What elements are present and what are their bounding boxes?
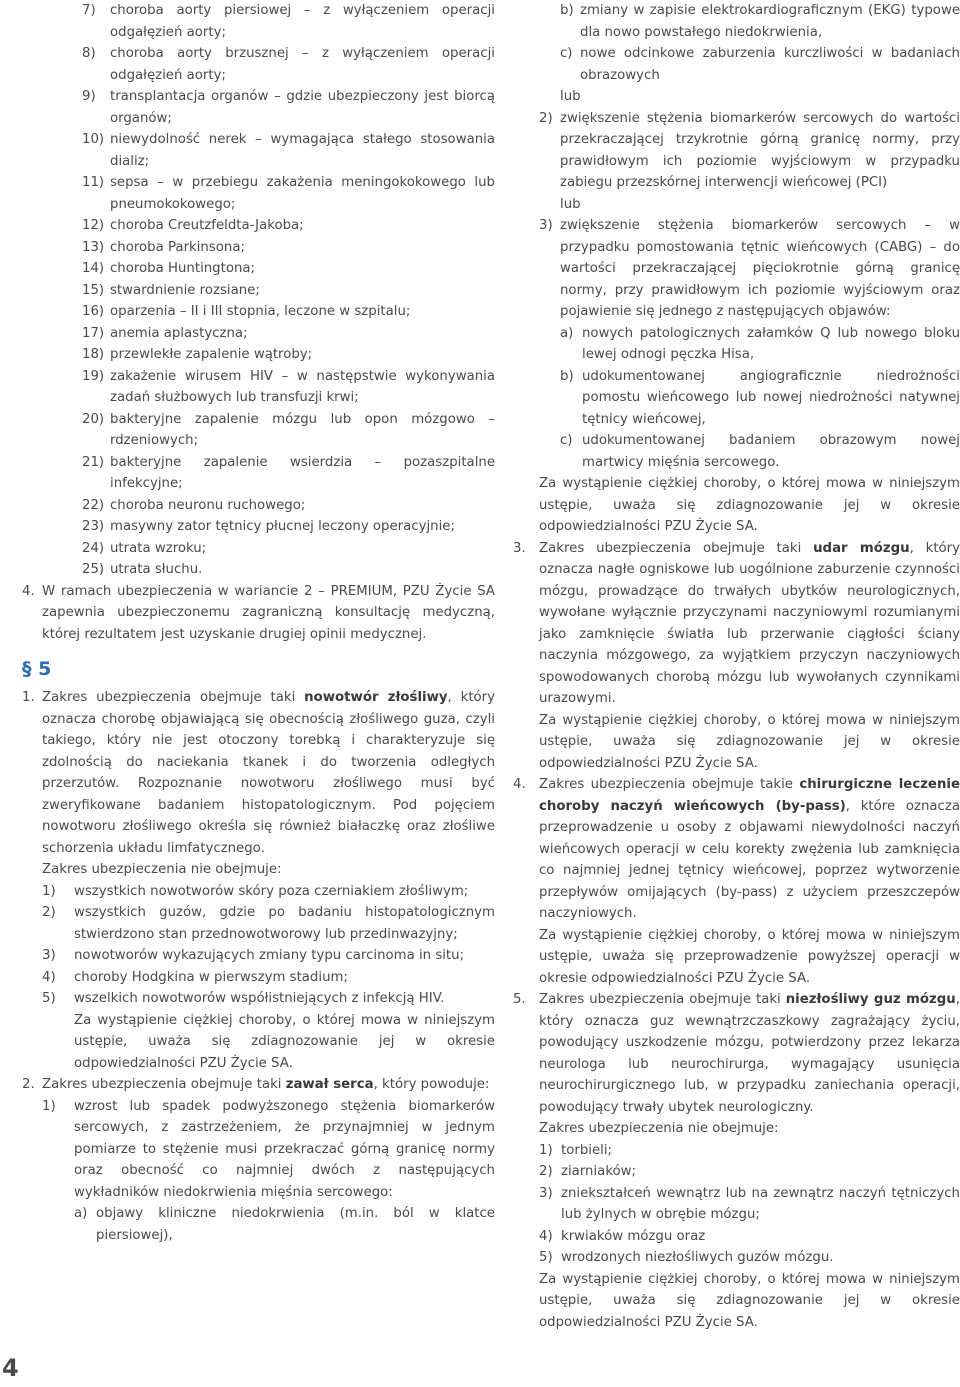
- criterion-1c: [560, 43, 960, 86]
- list-item-text: choroba Creutzfeldta-Jakoba;: [110, 218, 304, 233]
- list-item-text: nowych patologicznych załamków Q lub nowego bloku lewej odnogi pęczka Hisa,: [582, 325, 960, 362]
- list-item-text: wszystkich guzów, gdzie po badaniu histopatologicznym stwierdzono stan przednowotworowy lub przedinwazyjny;: [74, 905, 495, 942]
- list-item: [82, 237, 495, 259]
- list-item: [539, 1161, 960, 1183]
- list-item-number: 2): [42, 905, 56, 920]
- list-item: [539, 1183, 960, 1226]
- list-item-text: utrata wzroku;: [110, 540, 207, 556]
- list-item: [82, 344, 495, 366]
- right-column: [513, 0, 960, 1333]
- paragraph-number: 1.: [22, 690, 35, 705]
- paragraph-text: [539, 989, 960, 1118]
- criterion-letter: a): [74, 1206, 88, 1221]
- list-item: [560, 323, 960, 366]
- list-item-text: choroba neuronu ruchowego;: [110, 497, 306, 513]
- list-item-text: masywny zator tętnicy płucnej leczony operacyjnie;: [110, 519, 455, 534]
- paragraph-number: 3.: [513, 540, 526, 556]
- list-item: [539, 1247, 960, 1269]
- list-item: [560, 430, 960, 473]
- list-item-text: przewlekłe zapalenie wątroby;: [110, 347, 313, 362]
- list-item-number: 9): [82, 89, 96, 104]
- list-item-text: bakteryjne zapalenie mózgu lub opon mózgowo – rdzeniowych;: [110, 411, 495, 448]
- criterion-letter: b): [560, 3, 574, 18]
- text-rest: , który powoduje:: [373, 1077, 490, 1092]
- list-item-text: transplantacja organów – gdzie ubezpieczony jest biorcą organów;: [110, 89, 495, 126]
- list-item: [82, 280, 495, 302]
- list-item-text: choroba Parkinsona;: [110, 239, 245, 255]
- text-rest: , które oznacza przeprowadzenie u osoby z objawami niewydolności naczyń wieńcowych operacji w celu korekty zwężenia lub zamknięcia co najmniej jednej tętnicy wieńcowej, poprzez wytworzenie przepływów omijających (by-pass) z użyciem przeszczepów naczyniowych.: [539, 798, 960, 921]
- closing-text: Za wystąpienie ciężkiej choroby, o której mowa w niniejszym ustępie, uważa się zdiagnozowanie jej w okresie odpowiedzialności PZU Życie SA.: [539, 476, 960, 534]
- criterion-2: [539, 108, 960, 194]
- list-item: [82, 129, 495, 172]
- closing-text: Za wystąpienie ciężkiej choroby, o której mowa w niniejszym ustępie, uważa się zdiagnozowanie jej w okresie odpowiedzialności PZU Życie SA.: [74, 1012, 495, 1071]
- list-item: [539, 1140, 960, 1162]
- list-item: [82, 452, 495, 495]
- list-item-text: zniekształceń wewnątrz lub na zewnątrz naczyń tętniczych lub żylnych w obrębie mózgu;: [561, 1185, 960, 1222]
- list-item-text: udokumentowanej angiograficznie niedrożności pomostu wieńcowego lub nowej niedrożności natywnej tętnicy wieńcowej,: [582, 368, 960, 427]
- term-bold: udar mózgu: [813, 540, 910, 556]
- item-text: W ramach ubezpieczenia w wariancie 2 – PREMIUM, PZU Życie SA zapewnia ubezpieczonemu zagraniczną konsultację medyczną, której rezultatem jest uzyskanie drugiej opinii medycznej.: [42, 583, 495, 642]
- list-item: [82, 258, 495, 280]
- list-item-text: choroba Huntingtona;: [110, 261, 256, 276]
- list-item: [82, 559, 495, 581]
- paragraph-1: [22, 687, 495, 859]
- list-item-number: 1): [42, 883, 56, 899]
- paragraph-5: [513, 989, 960, 1118]
- paragraph-text: [42, 1074, 495, 1096]
- text-rest: , który oznacza chorobę objawiającą się obecnością złośliwego guza, czyli takiego, który nie jest otoczony torebką i charakteryzuje się zdolnością do naciekania tkanek i do tworzenia odległych przerzutów. Rozpoznanie nowotworu złośliwego musi być zweryfikowane badaniem histopatologicznym. Pod pojęciem nowotworu złośliwego określa się również białaczkę oraz złośliwe schorzenia układu limfatycznego.: [42, 690, 495, 856]
- list-item-number: 7): [82, 3, 96, 18]
- closing-text: Za wystąpienie ciężkiej choroby, o której mowa w niniejszym ustępie, uważa się przeprowadzenie powyższej operacji w okresie odpowiedzialności PZU Życie SA.: [539, 927, 960, 986]
- list-item: [82, 86, 495, 129]
- list-item-number: 15): [82, 282, 105, 298]
- section-heading: § 5: [22, 658, 52, 680]
- criterion-number: 3): [539, 218, 553, 233]
- list-item-text: udokumentowanej badaniem obrazowym nowej martwicy mięśnia sercowego.: [582, 433, 960, 470]
- list-item: [560, 366, 960, 431]
- paragraph-number: 2.: [22, 1077, 35, 1092]
- list-item-text: ziarniaków;: [561, 1164, 637, 1179]
- list-item: [539, 1226, 960, 1248]
- list-item: [82, 301, 495, 323]
- list-item-number: 23): [82, 519, 105, 534]
- paragraph-text: [539, 538, 960, 710]
- list-item-number: 8): [82, 46, 96, 61]
- list-item-number: c): [560, 433, 573, 448]
- list-item-number: 14): [82, 261, 105, 276]
- term-bold: chirurgiczne leczenie choroby naczyń wieńcowych (by-pass): [539, 777, 960, 814]
- criterion-number: 1): [42, 1098, 56, 1114]
- list-item-text: anemia aplastyczna;: [110, 325, 248, 341]
- list-item: [42, 967, 495, 989]
- paragraph-3: [513, 538, 960, 710]
- text-lead: Zakres ubezpieczenia obejmuje taki: [42, 690, 305, 705]
- text-rest: , który oznacza guz wewnątrzczaszkowy zagrażający życiu, powodujący uszkodzenie mózgu, potwierdzony przez lekarza neurologa lub neurochirurga, wymagający usunięcia neurochirurgicznego lub, w przypadku zaniechania operacji, powodujący trwały ubytek neurologiczny.: [539, 992, 960, 1115]
- list-item-number: 1): [539, 1142, 553, 1158]
- list-item-number: 17): [82, 325, 105, 341]
- exclusions-list: [539, 1140, 960, 1269]
- criterion-3-symptoms: [560, 323, 960, 474]
- list-item-number: 2): [539, 1164, 553, 1179]
- list-item: [82, 538, 495, 560]
- list-item: [82, 323, 495, 345]
- list-item-text: choroba aorty brzusznej – z wyłączeniem operacji odgałęzień aorty;: [110, 46, 495, 83]
- list-item-number: 3): [539, 1185, 553, 1201]
- criterion-letter: c): [560, 46, 573, 61]
- list-item-number: 11): [82, 175, 105, 190]
- criterion-text: zwiększenie stężenia biomarkerów sercowych – w przypadku pomostowania tętnic wieńcowych (CABG) – do wartości przekraczającej pięciokrotnie górną granicę normy, przy prawidłowym ich poziomie wyjściowym oraz pojawienie się jednego z następujących objawów:: [560, 218, 960, 319]
- list-item: [82, 215, 495, 237]
- paragraph-text: [42, 687, 495, 859]
- term-bold: nowotwór złośliwy: [304, 690, 448, 705]
- list-item: [82, 172, 495, 215]
- list-item-text: stwardnienie rozsiane;: [110, 282, 260, 298]
- list-item-number: 10): [82, 132, 105, 147]
- list-item-text: wszystkich nowotworów skóry poza czerniakiem złośliwym;: [74, 883, 469, 899]
- item-4: [22, 581, 495, 646]
- list-item-number: 22): [82, 497, 105, 513]
- text-lead: Zakres ubezpieczenia obejmuje taki: [539, 540, 814, 556]
- connector-or: lub: [560, 89, 581, 104]
- list-item-text: sepsa – w przebiegu zakażenia meningokokowego lub pneumokokowego;: [110, 175, 495, 212]
- list-item-number: 12): [82, 218, 105, 233]
- criterion-text: zmiany w zapisie elektrokardiograficznym (EKG) typowe dla nowo powstałego niedokrwienia,: [580, 3, 960, 40]
- list-item: [82, 516, 495, 538]
- criterion-1b: [560, 0, 960, 43]
- item-number: 4.: [22, 583, 35, 599]
- text-lead: Zakres ubezpieczenia obejmuje taki: [539, 992, 786, 1007]
- criterion-text: zwiększenie stężenia biomarkerów sercowych do wartości przekraczającej trzykrotnie górną granicę normy, przy prawidłowym ich poziomie wyjściowym w przypadku zabiegu przezskórnej interwencji wieńcowej (PCI): [560, 110, 960, 190]
- paragraph-number: 5.: [513, 992, 526, 1007]
- list-item-number: 13): [82, 239, 105, 255]
- term-bold: niezłośliwy guz mózgu: [785, 992, 956, 1007]
- criterion-1: [42, 1096, 495, 1204]
- closing-text: Za wystąpienie ciężkiej choroby, o której mowa w niniejszym ustępie, uważa się zdiagnozowanie jej w okresie odpowiedzialności PZU Życie SA.: [539, 1271, 960, 1330]
- exclusions-list: [42, 881, 495, 1010]
- list-item-text: utrata słuchu.: [110, 562, 203, 577]
- list-item-text: choroby Hodgkina w pierwszym stadium;: [74, 969, 348, 985]
- criterion-text: nowe odcinkowe zaburzenia kurczliwości w badaniach obrazowych: [580, 46, 960, 83]
- paragraph-text: [539, 774, 960, 925]
- list-item-number: 16): [82, 304, 105, 319]
- criterion-text: wzrost lub spadek podwyższonego stężenia biomarkerów sercowych, z zastrzeżeniem, że przynajmniej w jednym pomiarze to stężenie musi przekraczać górną granicę normy oraz obecność co najmniej dwóch z następujących wykładników niedokrwienia mięśnia sercowego:: [74, 1098, 495, 1200]
- list-item-number: 25): [82, 562, 105, 577]
- criterion-text: objawy kliniczne niedokrwienia (m.in. ból w klatce piersiowej),: [96, 1206, 495, 1243]
- paragraph-4: [513, 774, 960, 925]
- list-item-text: wrodzonych niezłośliwych guzów mózgu.: [561, 1250, 834, 1265]
- list-item-text: bakteryjne zapalenie wsierdzia – pozaszpitalne infekcyjne;: [110, 454, 495, 491]
- list-item: [82, 43, 495, 86]
- paragraph-2: [22, 1074, 495, 1096]
- list-item: [42, 945, 495, 967]
- list-item-text: wszelkich nowotworów współistniejących z infekcją HIV.: [74, 991, 445, 1006]
- list-item-number: 20): [82, 411, 105, 427]
- list-item-text: niewydolność nerek – wymagająca stałego stosowania dializ;: [110, 132, 495, 169]
- term-bold: zawał serca: [285, 1077, 374, 1092]
- text-rest: , który oznacza nagłe ogniskowe lub uogólnione zaburzenie czynności mózgu, prowadzące do trwałych ubytków neurologicznych, wywołane wyłącznie przyczynami naczyniowymi rozumianymi jako zamknięcie światła lub przerwanie ciągłości ściany naczynia mózgowego, za wyjątkiem przyczyn naczyniowych spowodowanych chorobą mózgu lub wywołanych czynnikami urazowymi.: [539, 540, 960, 706]
- list-item-number: b): [560, 368, 574, 384]
- list-item: [42, 988, 495, 1010]
- list-item: [42, 881, 495, 903]
- list-item: [82, 409, 495, 452]
- criterion-number: 2): [539, 110, 553, 126]
- list-item-number: 18): [82, 347, 105, 362]
- list-item-text: krwiaków mózgu oraz: [561, 1228, 706, 1244]
- list-item-number: a): [560, 325, 574, 341]
- list-item-number: 3): [42, 948, 56, 963]
- disease-list-continued: [82, 0, 495, 581]
- criterion-1a: [74, 1203, 495, 1246]
- exclusions-intro: Zakres ubezpieczenia nie obejmuje:: [539, 1121, 779, 1136]
- exclusions-intro: Zakres ubezpieczenia nie obejmuje:: [42, 862, 282, 877]
- text-lead: Zakres ubezpieczenia obejmuje taki: [42, 1077, 286, 1092]
- list-item-text: torbieli;: [561, 1142, 612, 1158]
- list-item-number: 24): [82, 540, 105, 556]
- text-lead: Zakres ubezpieczenia obejmuje takie: [539, 777, 800, 792]
- list-item: [42, 902, 495, 945]
- list-item-text: zakażenie wirusem HIV – w następstwie wykonywania zadań służbowych lub transfuzji krwi;: [110, 368, 495, 405]
- criterion-3: [539, 215, 960, 323]
- list-item-number: 4): [42, 969, 56, 985]
- list-item-number: 21): [82, 454, 105, 470]
- list-item: [82, 0, 495, 43]
- list-item-number: 4): [539, 1228, 553, 1244]
- list-item-number: 19): [82, 368, 105, 384]
- list-item-text: nowotworów wykazujących zmiany typu carcinoma in situ;: [74, 948, 465, 963]
- paragraph-number: 4.: [513, 777, 526, 792]
- closing-text: Za wystąpienie ciężkiej choroby, o której mowa w niniejszym ustępie, uważa się zdiagnozowanie jej w okresie odpowiedzialności PZU Życie SA.: [539, 712, 960, 771]
- left-column: [22, 0, 495, 1246]
- list-item-text: oparzenia – II i III stopnia, leczone w szpitalu;: [110, 304, 411, 319]
- page-number: 4: [2, 1354, 19, 1382]
- list-item: [82, 366, 495, 409]
- list-item: [82, 495, 495, 517]
- connector-or: lub: [560, 196, 581, 212]
- list-item-number: 5): [42, 991, 56, 1006]
- list-item-number: 5): [539, 1250, 553, 1265]
- list-item-text: choroba aorty piersiowej – z wyłączeniem operacji odgałęzień aorty;: [110, 3, 495, 40]
